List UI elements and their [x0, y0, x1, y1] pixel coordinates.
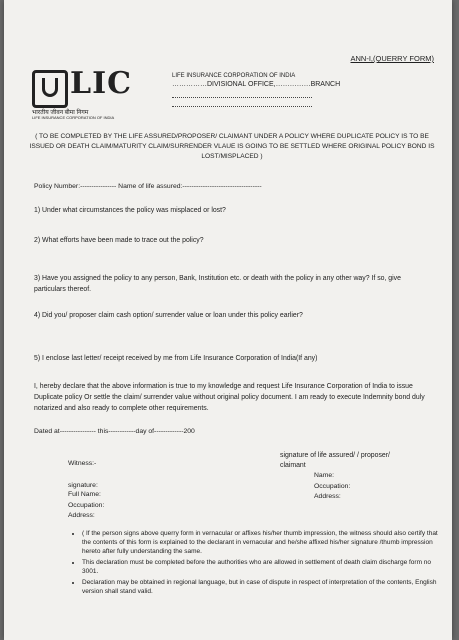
logo-hindi: भारतीय जीवन बीमा निगम	[32, 110, 89, 116]
witness-full-name[interactable]: Full Name:	[68, 491, 101, 498]
question-2: 2) What efforts have been made to trace out the policy?	[34, 237, 204, 244]
note-item: • ( If the person signs above querry form in vernacular or affixes his/her thumb impression, the witness should also certify that the contents of this form is explained to the declarant in vernacular and he/she affixed his/her signature /thumb impression hereto after fully understanding the same.	[82, 529, 440, 556]
office-line: ……………DIVISIONAL OFFICE,……………BRANCH	[172, 81, 341, 88]
instruction-text: ( TO BE COMPLETED BY THE LIFE ASSURED/PROPOSER/ CLAIMANT UNDER A POLICY WHERE DUPLICATE POLICY IS TO BE ISSUED OR DEATH CLAIM/MATURITY CLAIM/SURRENDER VLAUE IS GOING TO BE SETTLED WHERE ORIGINAL POLICY BOND IS LOST/MISPLACED )	[29, 133, 435, 160]
question-3: 3) Have you assigned the policy to any person, Bank, Institution etc. or death with the policy in any other way? If so, give particulars thereof.	[34, 275, 401, 293]
declaration-text: I, hereby declare that the above information is true to my knowledge and request Life Insurance Corporation of India to issue Duplicate policy Or settle the claim/ surrender value without original policy document. I am ready to execute Indemnity bond duly notarized and also ready to complete other requirements.	[34, 383, 425, 412]
question-5: 5) I enclose last letter/ receipt received by me from Life Insurance Corporation of India(If any)	[34, 355, 318, 362]
address-line	[172, 97, 312, 99]
witness-occupation[interactable]: Occupation:	[68, 502, 105, 509]
assured-signature-title: signature of life assured/ / proposer/ claimant	[280, 452, 390, 469]
lic-logo	[32, 66, 152, 120]
question-1: 1) Under what circumstances the policy was misplaced or lost?	[34, 207, 226, 214]
assured-name[interactable]: Name:	[314, 472, 335, 479]
assured-address[interactable]: Address:	[314, 493, 341, 500]
witness-address[interactable]: Address:	[68, 512, 95, 519]
logo-text: LIC	[70, 66, 133, 101]
lic-emblem-icon	[32, 70, 68, 108]
dated-line[interactable]: Dated at---------------- this------------day of-------------200	[34, 428, 195, 435]
note-item: • Declaration may be obtained in regional language, but in case of dispute in respect of interpretation of the contents, English version shall stand valid.	[82, 578, 440, 596]
corporation-name: LIFE INSURANCE CORPORATION OF INDIA	[172, 73, 296, 79]
question-4: 4) Did you/ proposer claim cash option/ surrender value or loan under this policy earlier?	[34, 312, 303, 319]
annexure-label: ANN-I,(QUERRY FORM)	[350, 54, 434, 63]
witness-title: Witness:-	[68, 460, 97, 467]
note-item: • This declaration must be completed before the authorities who are allowed in settlement of death claim discharge form no 3001.	[82, 558, 440, 576]
witness-signature[interactable]: signature:	[68, 482, 98, 489]
assured-occupation[interactable]: Occupation:	[314, 483, 351, 490]
address-line	[172, 106, 312, 108]
form-sheet	[4, 0, 452, 640]
policy-line[interactable]: Policy Number:---------------- Name of life assured:-----------------------------------	[34, 183, 262, 190]
notes-list	[70, 529, 440, 598]
logo-english: LIFE INSURANCE CORPORATION OF INDIA	[32, 115, 115, 120]
